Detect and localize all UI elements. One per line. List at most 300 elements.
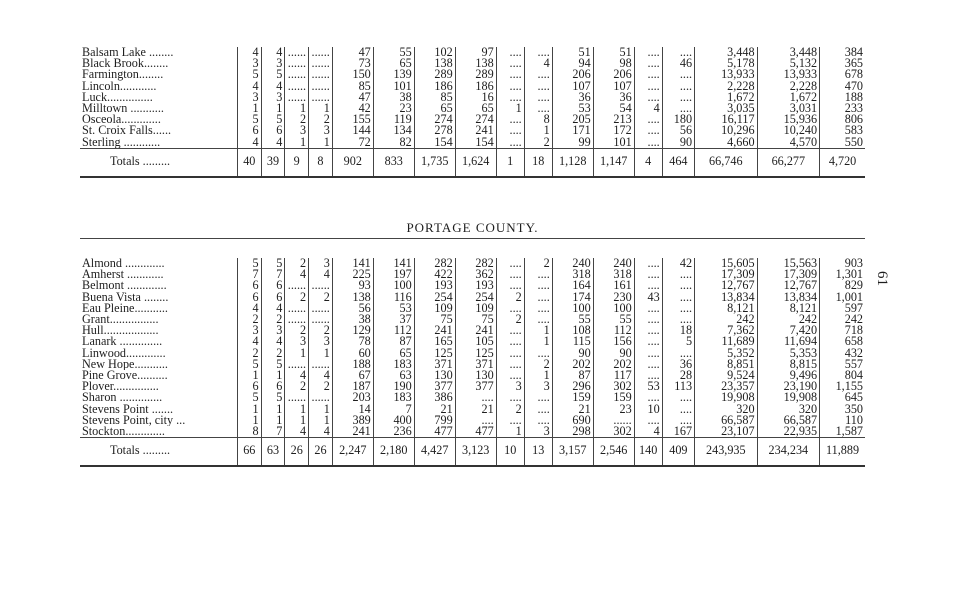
- table-cell: ......: [285, 359, 309, 370]
- table-cell: ....: [634, 415, 662, 426]
- table-cell: 274: [455, 114, 496, 125]
- table-cell: 242: [844, 314, 863, 326]
- table-cell: 477: [414, 426, 455, 438]
- table-cell: 51: [593, 47, 634, 58]
- table-cell: 97: [455, 47, 496, 58]
- table-cell: 5: [662, 336, 694, 347]
- table-row: [80, 336, 865, 347]
- total-cell: 464: [662, 148, 694, 177]
- table-cell: 117: [593, 370, 634, 381]
- table-cell: 1: [261, 103, 285, 114]
- table-cell: 362: [455, 269, 496, 280]
- table-cell: 56: [662, 125, 694, 136]
- table-cell: 3: [309, 336, 333, 347]
- table-cell: 386: [414, 392, 455, 403]
- table-cell: 154: [455, 137, 496, 149]
- table-cell: ....: [524, 69, 552, 80]
- table-row: [80, 303, 865, 314]
- table-cell: ......: [309, 314, 333, 325]
- table-cell: ....: [662, 392, 694, 403]
- table-cell: 282: [414, 258, 455, 269]
- table-cell: 72: [332, 137, 373, 149]
- table-cell: ....: [662, 314, 694, 325]
- table-cell: ....: [634, 125, 662, 136]
- table-cell: 65: [414, 103, 455, 114]
- table-cell: 4,660: [695, 137, 758, 149]
- table-cell: ......: [309, 280, 333, 291]
- table-cell: 116: [373, 292, 414, 303]
- table-cell: 85: [332, 81, 373, 92]
- table-cell: 1,155: [835, 381, 863, 393]
- table-cell: ....: [634, 114, 662, 125]
- table-cell: 4: [309, 370, 333, 381]
- table-cell: 13,933: [757, 69, 820, 80]
- table-cell: 3: [261, 58, 285, 69]
- table-cell: 1: [261, 404, 285, 415]
- table-cell: 23,107: [695, 426, 758, 438]
- table-cell: 186: [414, 81, 455, 92]
- table-cell: 55: [593, 314, 634, 325]
- table-cell: 7: [261, 426, 285, 438]
- table-cell: 550: [844, 136, 863, 149]
- total-cell: 902: [332, 148, 373, 177]
- table-cell: ....: [455, 415, 496, 426]
- total-cell: 3,123: [455, 438, 496, 467]
- table-cell: 240: [593, 258, 634, 269]
- total-cell: 833: [373, 148, 414, 177]
- table-cell: 1: [261, 370, 285, 381]
- table-cell: ....: [524, 292, 552, 303]
- page-number: 61: [874, 271, 890, 286]
- table-cell: 2: [285, 325, 309, 336]
- table-cell: 225: [332, 269, 373, 280]
- table-row: [80, 92, 865, 103]
- table-cell: ....: [496, 269, 524, 280]
- table-cell: 46: [662, 58, 694, 69]
- table-cell: ....: [634, 269, 662, 280]
- table-cell: ....: [524, 392, 552, 403]
- total-cell: 40: [237, 148, 261, 177]
- table-cell: ....: [662, 348, 694, 359]
- table-cell: 206: [552, 69, 593, 80]
- table-cell: ....: [524, 92, 552, 103]
- table-cell: 2: [261, 314, 285, 325]
- table-cell: 7: [373, 404, 414, 415]
- table-cell: 21: [455, 404, 496, 415]
- table-cell: 112: [593, 325, 634, 336]
- table-cell: 3: [524, 426, 552, 438]
- table-cell: 202: [552, 359, 593, 370]
- table-cell: 6: [237, 292, 261, 303]
- table-cell: 75: [455, 314, 496, 325]
- table-cell: 65: [373, 348, 414, 359]
- table-cell: 241: [455, 125, 496, 136]
- total-cell: 66,746: [695, 148, 758, 177]
- table-cell: ......: [309, 58, 333, 69]
- table-cell: ....: [634, 81, 662, 92]
- total-cell: 409: [662, 438, 694, 467]
- table-cell: 4: [237, 303, 261, 314]
- table-cell: ......: [309, 92, 333, 103]
- table-cell: 164: [552, 280, 593, 291]
- table-cell: ....: [496, 114, 524, 125]
- table-cell: 2: [309, 114, 333, 125]
- table-cell: ....: [634, 69, 662, 80]
- table-cell: ....: [496, 47, 524, 58]
- table-row: [80, 415, 865, 426]
- table-cell: ....: [662, 81, 694, 92]
- town-name: Luck...............: [80, 92, 237, 103]
- table-cell: 3,031: [757, 103, 820, 114]
- table-cell: ....: [496, 336, 524, 347]
- table-cell: 6: [237, 280, 261, 291]
- table-cell: 1: [524, 370, 552, 381]
- table-cell: 141: [332, 258, 373, 269]
- table-cell: 87: [552, 370, 593, 381]
- table-cell: 180: [662, 114, 694, 125]
- total-cell: 8: [309, 148, 333, 177]
- table-cell: 8,851: [695, 359, 758, 370]
- table-cell: 377: [414, 381, 455, 392]
- total-cell: 243,935: [695, 438, 758, 467]
- table-cell: 23,190: [757, 381, 820, 392]
- table-cell: ....: [634, 370, 662, 381]
- table-cell: ....: [662, 280, 694, 291]
- table-cell: 19,908: [695, 392, 758, 403]
- table-cell: 1: [309, 137, 333, 149]
- totals-label: Totals .........: [80, 148, 237, 177]
- table-cell: 165: [414, 336, 455, 347]
- table-cell: 4: [261, 47, 285, 58]
- table-cell: 1: [237, 415, 261, 426]
- table-cell: ....: [496, 348, 524, 359]
- table-cell: ......: [285, 314, 309, 325]
- table-cell: 365: [844, 58, 863, 70]
- table-cell: 2: [496, 314, 524, 325]
- table-cell: 320: [757, 404, 820, 415]
- table-cell: ....: [524, 269, 552, 280]
- table-cell: 1,587: [835, 426, 863, 438]
- table-cell: ....: [634, 92, 662, 103]
- table-cell: 1: [285, 404, 309, 415]
- table-cell: ....: [524, 404, 552, 415]
- table-cell: 5: [261, 114, 285, 125]
- table-cell: 54: [593, 103, 634, 114]
- table-cell: 583: [844, 125, 863, 137]
- table-cell: ....: [496, 137, 524, 149]
- table-row: [80, 381, 865, 392]
- table-cell: 38: [332, 314, 373, 325]
- table-row: [80, 69, 865, 80]
- table-cell: 470: [844, 80, 863, 92]
- table-cell: 2: [524, 359, 552, 370]
- table-cell: 36: [593, 92, 634, 103]
- table-cell: 2: [285, 114, 309, 125]
- table-cell: 1,001: [835, 291, 863, 303]
- table-cell: 4: [237, 47, 261, 58]
- total-cell: 1,624: [455, 148, 496, 177]
- table-cell: 109: [455, 303, 496, 314]
- table-cell: 51: [552, 47, 593, 58]
- table-cell: 16,117: [695, 114, 758, 125]
- table-cell: 233: [844, 103, 863, 115]
- table-cell: 47: [332, 92, 373, 103]
- table-cell: 108: [552, 325, 593, 336]
- table-cell: 3: [237, 325, 261, 336]
- table-cell: 107: [593, 81, 634, 92]
- table-cell: 19,908: [757, 392, 820, 403]
- table-cell: ......: [309, 359, 333, 370]
- table-cell: 11,694: [757, 336, 820, 347]
- table-cell: ....: [662, 303, 694, 314]
- table-cell: ......: [285, 303, 309, 314]
- table-cell: ......: [285, 81, 309, 92]
- table-cell: 289: [455, 69, 496, 80]
- table-row: [80, 404, 865, 415]
- table-cell: 129: [332, 325, 373, 336]
- table-cell: 65: [373, 58, 414, 69]
- table-cell: 13,834: [757, 292, 820, 303]
- table-cell: 115: [552, 336, 593, 347]
- table-cell: 4: [237, 137, 261, 149]
- table-cell: 5: [237, 69, 261, 80]
- table-cell: 55: [373, 47, 414, 58]
- table-cell: 138: [455, 58, 496, 69]
- table-cell: 3,448: [695, 47, 758, 58]
- table-cell: ....: [662, 269, 694, 280]
- total-cell: 66,277: [757, 148, 820, 177]
- table-row: [80, 325, 865, 336]
- table-cell: ....: [524, 103, 552, 114]
- table-cell: 2: [285, 258, 309, 269]
- table-cell: ......: [309, 69, 333, 80]
- table-cell: 206: [593, 69, 634, 80]
- table-cell: 3: [237, 92, 261, 103]
- table-cell: 125: [414, 348, 455, 359]
- table-cell: 6: [261, 381, 285, 392]
- table-cell: 302: [593, 381, 634, 392]
- total-cell: 2,546: [593, 438, 634, 467]
- table-row: [80, 137, 865, 149]
- table-cell: 155: [332, 114, 373, 125]
- table-cell: 188: [332, 359, 373, 370]
- town-name: Almond .............: [80, 258, 237, 269]
- table-cell: 144: [332, 125, 373, 136]
- table-cell: ....: [634, 348, 662, 359]
- table-cell: 78: [332, 336, 373, 347]
- table-row: [80, 58, 865, 69]
- table-cell: 2: [524, 258, 552, 269]
- table-cell: 2,228: [757, 81, 820, 92]
- table-cell: 5: [261, 359, 285, 370]
- table-cell: 4: [285, 269, 309, 280]
- table-cell: ......: [285, 280, 309, 291]
- table-row: [80, 359, 865, 370]
- table-cell: ....: [496, 280, 524, 291]
- table-cell: 183: [373, 359, 414, 370]
- table-cell: 4: [261, 137, 285, 149]
- table-cell: ....: [634, 392, 662, 403]
- table-cell: ....: [634, 58, 662, 69]
- table-cell: 806: [844, 114, 863, 126]
- table-cell: 371: [455, 359, 496, 370]
- table-row: [80, 125, 865, 136]
- table-cell: ....: [496, 415, 524, 426]
- table-cell: 202: [593, 359, 634, 370]
- table-cell: 213: [593, 114, 634, 125]
- table-cell: 829: [844, 280, 863, 292]
- table-cell: 1: [285, 137, 309, 149]
- table-cell: 1: [524, 325, 552, 336]
- table-cell: 3,448: [757, 47, 820, 58]
- table-cell: 241: [455, 325, 496, 336]
- table-cell: 389: [332, 415, 373, 426]
- table-cell: 6: [237, 381, 261, 392]
- table-cell: 82: [373, 137, 414, 149]
- table-cell: 138: [414, 58, 455, 69]
- town-name: Stockton.............: [80, 426, 237, 438]
- table-cell: 1,301: [835, 269, 863, 281]
- table-cell: 3: [261, 92, 285, 103]
- table-cell: 254: [455, 292, 496, 303]
- table-cell: 282: [455, 258, 496, 269]
- table-cell: 2: [285, 381, 309, 392]
- table-cell: 1: [524, 125, 552, 136]
- table-row: [80, 269, 865, 280]
- table-cell: 113: [662, 381, 694, 392]
- table-cell: 4: [309, 426, 333, 438]
- table-cell: 10: [634, 404, 662, 415]
- town-name: Osceola.............: [80, 114, 237, 125]
- table-cell: 2: [309, 325, 333, 336]
- table-cell: 2: [496, 292, 524, 303]
- table-cell: 23: [593, 404, 634, 415]
- table-cell: 236: [373, 426, 414, 438]
- total-cell: 11,889: [820, 438, 865, 467]
- table-cell: 432: [844, 347, 863, 359]
- table-cell: ....: [496, 359, 524, 370]
- table-cell: 804: [844, 370, 863, 382]
- totals-label: Totals .........: [80, 438, 237, 467]
- town-name: Lincoln............: [80, 81, 237, 92]
- table-cell: 10,296: [695, 125, 758, 136]
- table-cell: 289: [414, 69, 455, 80]
- table-cell: 384: [844, 47, 863, 59]
- table-cell: 318: [593, 269, 634, 280]
- table-cell: 17,309: [757, 269, 820, 280]
- table-cell: 203: [332, 392, 373, 403]
- table-cell: 15,605: [695, 258, 758, 269]
- total-cell: 66: [237, 438, 261, 467]
- table-cell: 8: [524, 114, 552, 125]
- table-cell: 172: [593, 125, 634, 136]
- table-cell: ....: [496, 303, 524, 314]
- table-cell: 422: [414, 269, 455, 280]
- table-cell: 75: [414, 314, 455, 325]
- table-cell: 477: [455, 426, 496, 438]
- town-name: Amherst ............: [80, 269, 237, 280]
- table-row: [80, 47, 865, 58]
- table-cell: 87: [373, 336, 414, 347]
- table-cell: ....: [634, 336, 662, 347]
- table-cell: 138: [332, 292, 373, 303]
- table-cell: ....: [496, 92, 524, 103]
- table-row: [80, 314, 865, 325]
- table-cell: 3: [309, 125, 333, 136]
- table-cell: 2: [309, 381, 333, 392]
- table-cell: 154: [414, 137, 455, 149]
- table-cell: 4: [237, 336, 261, 347]
- table-cell: ....: [524, 348, 552, 359]
- table-cell: 4: [285, 426, 309, 438]
- table-cell: ....: [662, 292, 694, 303]
- table-cell: 66,587: [757, 415, 820, 426]
- table-cell: 53: [373, 303, 414, 314]
- table-cell: 3: [285, 336, 309, 347]
- table-cell: 67: [332, 370, 373, 381]
- table-cell: 7: [237, 269, 261, 280]
- table-cell: 141: [373, 258, 414, 269]
- table-cell: 112: [373, 325, 414, 336]
- table-cell: ....: [634, 137, 662, 149]
- table-cell: 278: [414, 125, 455, 136]
- table-cell: 4: [261, 81, 285, 92]
- table-cell: 371: [414, 359, 455, 370]
- table-cell: 53: [552, 103, 593, 114]
- county-title: PORTAGE COUNTY.: [406, 220, 539, 235]
- table-cell: 5: [237, 359, 261, 370]
- table-cell: ....: [662, 92, 694, 103]
- table-cell: 645: [844, 392, 863, 404]
- table-cell: 2: [285, 292, 309, 303]
- table-cell: 134: [373, 125, 414, 136]
- town-name: Farmington........: [80, 69, 237, 80]
- table-cell: ....: [455, 392, 496, 403]
- table-cell: 100: [552, 303, 593, 314]
- table-cell: 99: [552, 137, 593, 149]
- table-cell: 3: [524, 381, 552, 392]
- table-row: [80, 81, 865, 92]
- table-cell: 2,228: [695, 81, 758, 92]
- total-cell: 234,234: [757, 438, 820, 467]
- total-cell: 1,735: [414, 148, 455, 177]
- table-cell: 1: [309, 404, 333, 415]
- table-cell: 3: [237, 58, 261, 69]
- table-cell: 557: [844, 358, 863, 371]
- table-cell: 4: [634, 426, 662, 438]
- total-cell: 9: [285, 148, 309, 177]
- table-cell: 1: [309, 415, 333, 426]
- table-cell: 241: [414, 325, 455, 336]
- table-cell: 22,935: [757, 426, 820, 438]
- table-cell: ....: [496, 81, 524, 92]
- table-cell: 4,570: [757, 137, 820, 149]
- table-cell: 5: [237, 392, 261, 403]
- table-row: [80, 392, 865, 403]
- table-cell: ....: [634, 359, 662, 370]
- table-cell: 320: [695, 404, 758, 415]
- table-cell: 254: [414, 292, 455, 303]
- total-cell: 13: [524, 438, 552, 467]
- table-cell: 3: [261, 325, 285, 336]
- table-cell: 42: [662, 258, 694, 269]
- table-cell: 274: [414, 114, 455, 125]
- table-cell: 12,767: [757, 280, 820, 291]
- town-name: Sterling ............: [80, 137, 237, 149]
- town-name: Belmont .............: [80, 280, 237, 291]
- table-cell: 159: [593, 392, 634, 403]
- table-cell: 1: [237, 370, 261, 381]
